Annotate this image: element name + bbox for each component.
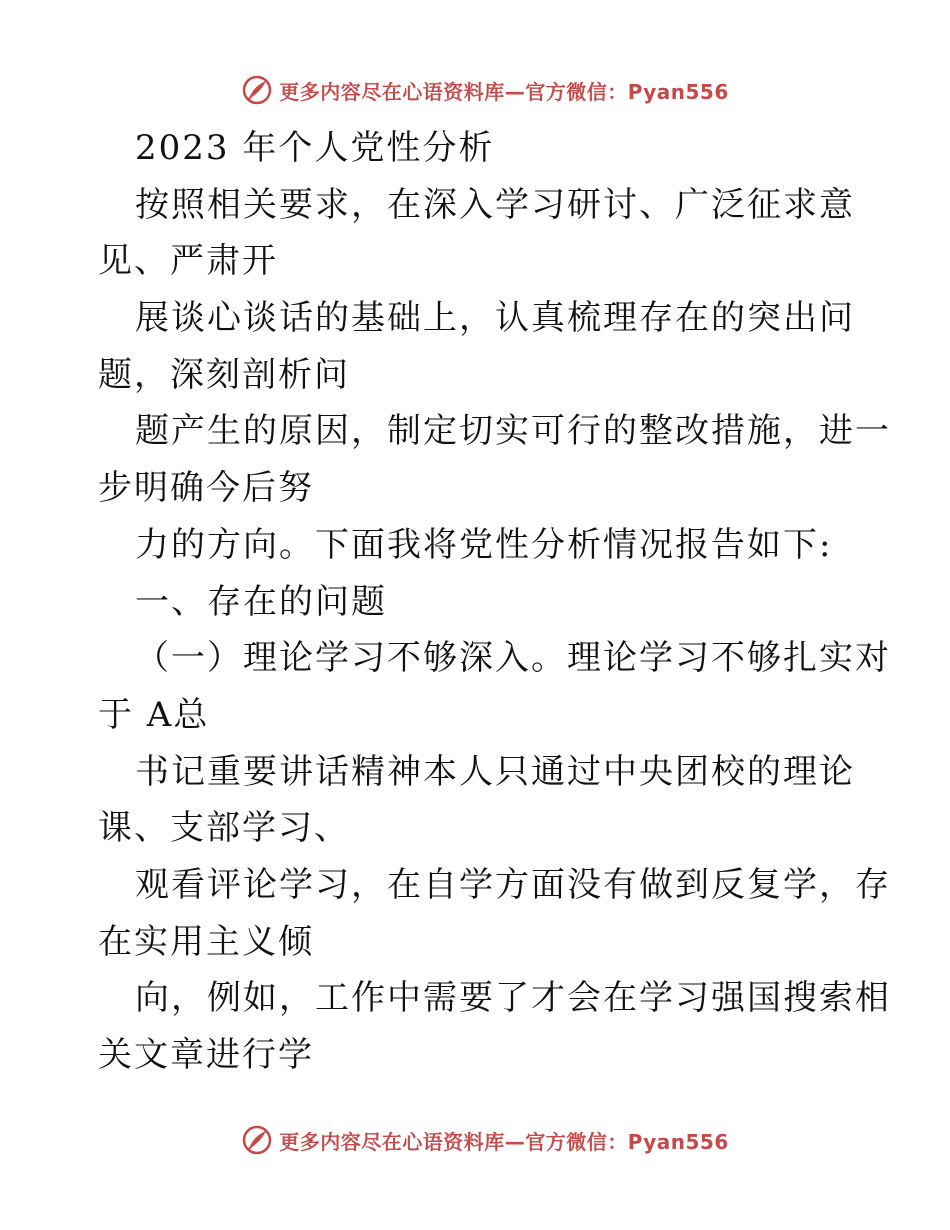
watermark-group bbox=[241, 1124, 729, 1156]
watermark-text: 更多内容尽在心语资料库—官方微信：Pyan556 bbox=[279, 1129, 729, 1154]
pen-feather-icon bbox=[241, 74, 273, 106]
document-line: 关文章进行学 bbox=[98, 1035, 314, 1075]
document-line: 题，深刻剖析问 bbox=[98, 354, 350, 395]
document-line: 见、严肃开 bbox=[98, 241, 278, 282]
header-watermark bbox=[0, 70, 950, 110]
document-line: 展谈心谈话的基础上，认真梳理存在的突出问 bbox=[135, 298, 855, 339]
document-line: 按照相关要求，在深入学习研讨、广泛征求意 bbox=[135, 184, 855, 225]
document-body bbox=[98, 120, 891, 1084]
document-line: （一）理论学习不够深入。理论学习不够扎实对 bbox=[135, 638, 891, 679]
document-line: 2023 年个人党性分析 bbox=[135, 128, 495, 168]
watermark-text: 更多内容尽在心语资料库—官方微信：Pyan556 bbox=[279, 79, 729, 104]
document-line: 向，例如，工作中需要了才会在学习强国搜索相 bbox=[135, 978, 891, 1019]
document-line: 观看评论学习，在自学方面没有做到反复学，存 bbox=[135, 864, 891, 905]
document-line: 在实用主义倾 bbox=[98, 921, 314, 962]
document-line: 步明确今后努 bbox=[98, 468, 314, 509]
document-line: 书记重要讲话精神本人只通过中央团校的理论 bbox=[135, 751, 855, 792]
document-line: 课、支部学习、 bbox=[98, 808, 350, 849]
document-line: 一、存在的问题 bbox=[135, 581, 387, 622]
document-line: 力的方向。下面我将党性分析情况报告如下: bbox=[135, 524, 833, 565]
footer-watermark bbox=[0, 1120, 950, 1160]
document-line: 题产生的原因，制定切实可行的整改措施，进一 bbox=[135, 411, 891, 452]
watermark-group bbox=[241, 74, 729, 106]
pen-feather-icon bbox=[241, 1124, 273, 1156]
document-line: 于 A总 bbox=[98, 694, 210, 735]
